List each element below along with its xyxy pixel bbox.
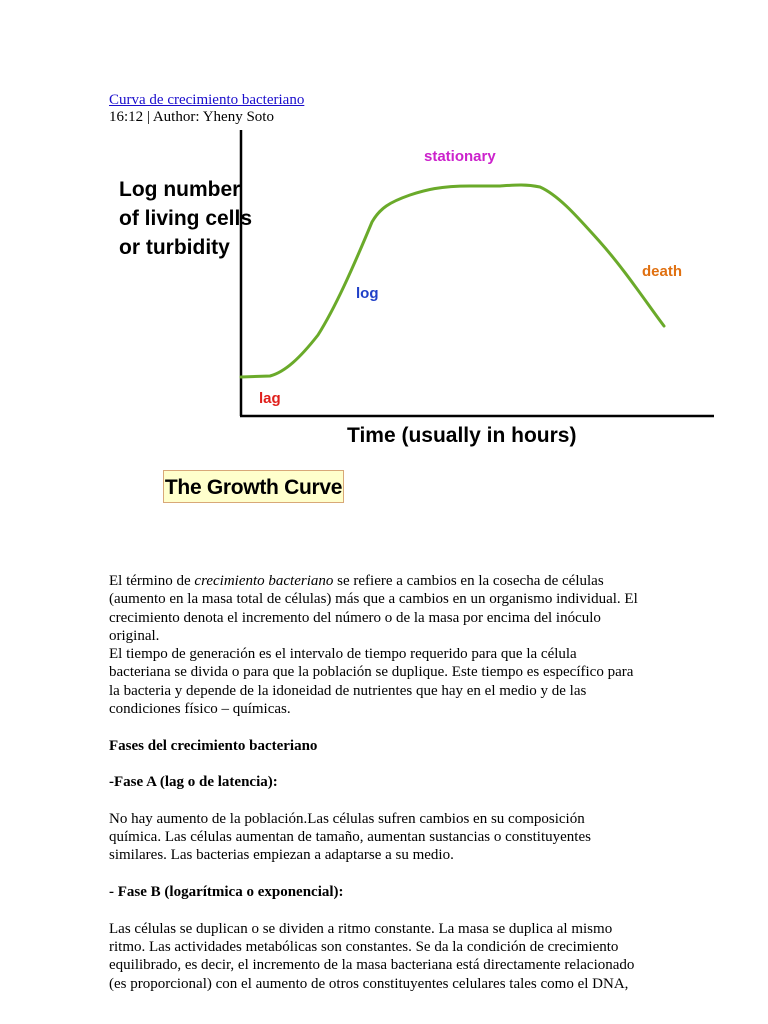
paragraph-line: la bacteria y depende de la idoneidad de nutrientes que hay en el medio y de las bbox=[109, 682, 587, 699]
paragraph-line: Las células se duplican o se dividen a ritmo constante. La masa se duplica al mismo bbox=[109, 920, 613, 937]
paragraph-line: original. bbox=[109, 627, 160, 644]
phase-label-log: log bbox=[356, 285, 379, 302]
section-heading: Fases del crecimiento bacteriano bbox=[109, 737, 318, 754]
phase-a-heading: -Fase A (lag o de latencia): bbox=[109, 774, 278, 791]
paragraph-line: equilibrado, es decir, el incremento de la masa bacteriana está directamente relacionado bbox=[109, 957, 635, 974]
paragraph-line: bacteriana se divida o para que la población se duplique. Este tiempo es específico para bbox=[109, 664, 634, 681]
growth-curve-chart bbox=[100, 126, 720, 456]
paragraph-line: No hay aumento de la población.Las células sufren cambios en su composición bbox=[109, 810, 585, 827]
paragraph-line: El término de crecimiento bacteriano se refiere a cambios en la cosecha de células bbox=[109, 573, 604, 589]
phase-label-death: death bbox=[642, 263, 683, 280]
growth-curve-line bbox=[241, 185, 664, 377]
article-title-link[interactable]: Curva de crecimiento bacteriano bbox=[109, 92, 305, 108]
italic-term: crecimiento bacteriano bbox=[194, 573, 334, 589]
chart-title-box: The Growth Curve bbox=[163, 470, 344, 503]
paragraph-line: química. Las células aumentan de tamaño, aumentan sustancias o constituyentes bbox=[109, 829, 591, 846]
phase-label-stationary: stationary bbox=[424, 148, 496, 165]
paragraph-line: crecimiento denota el incremento del número o de la masa por encima del inóculo bbox=[109, 609, 601, 626]
x-axis-label: Time (usually in hours) bbox=[347, 424, 577, 447]
y-axis-label-line-1: Log number bbox=[119, 178, 241, 201]
paragraph-line: similares. Las bacterias empiezan a adaptarse a su medio. bbox=[109, 847, 454, 864]
phase-b-heading: - Fase B (logarítmica o exponencial): bbox=[109, 884, 344, 901]
paragraph-line: ritmo. Las actividades metabólicas son constantes. Se da la condición de crecimiento bbox=[109, 938, 619, 955]
phase-label-lag: lag bbox=[259, 390, 281, 407]
y-axis-label-line-3: or turbidity bbox=[119, 236, 230, 259]
paragraph-line: (aumento en la masa total de células) más que a cambios en un organismo individual. El bbox=[109, 591, 638, 608]
paragraph-line: (es proporcional) con el aumento de otros constituyentes celulares tales como el DNA, bbox=[109, 975, 629, 992]
y-axis-label-line-2: of living cells bbox=[119, 207, 253, 230]
paragraph-line: El tiempo de generación es el intervalo de tiempo requerido para que la célula bbox=[109, 646, 577, 663]
article-meta: 16:12 | Author: Yheny Soto bbox=[109, 109, 274, 125]
article-body bbox=[109, 572, 669, 993]
paragraph-line: condiciones físico – químicas. bbox=[109, 701, 291, 718]
